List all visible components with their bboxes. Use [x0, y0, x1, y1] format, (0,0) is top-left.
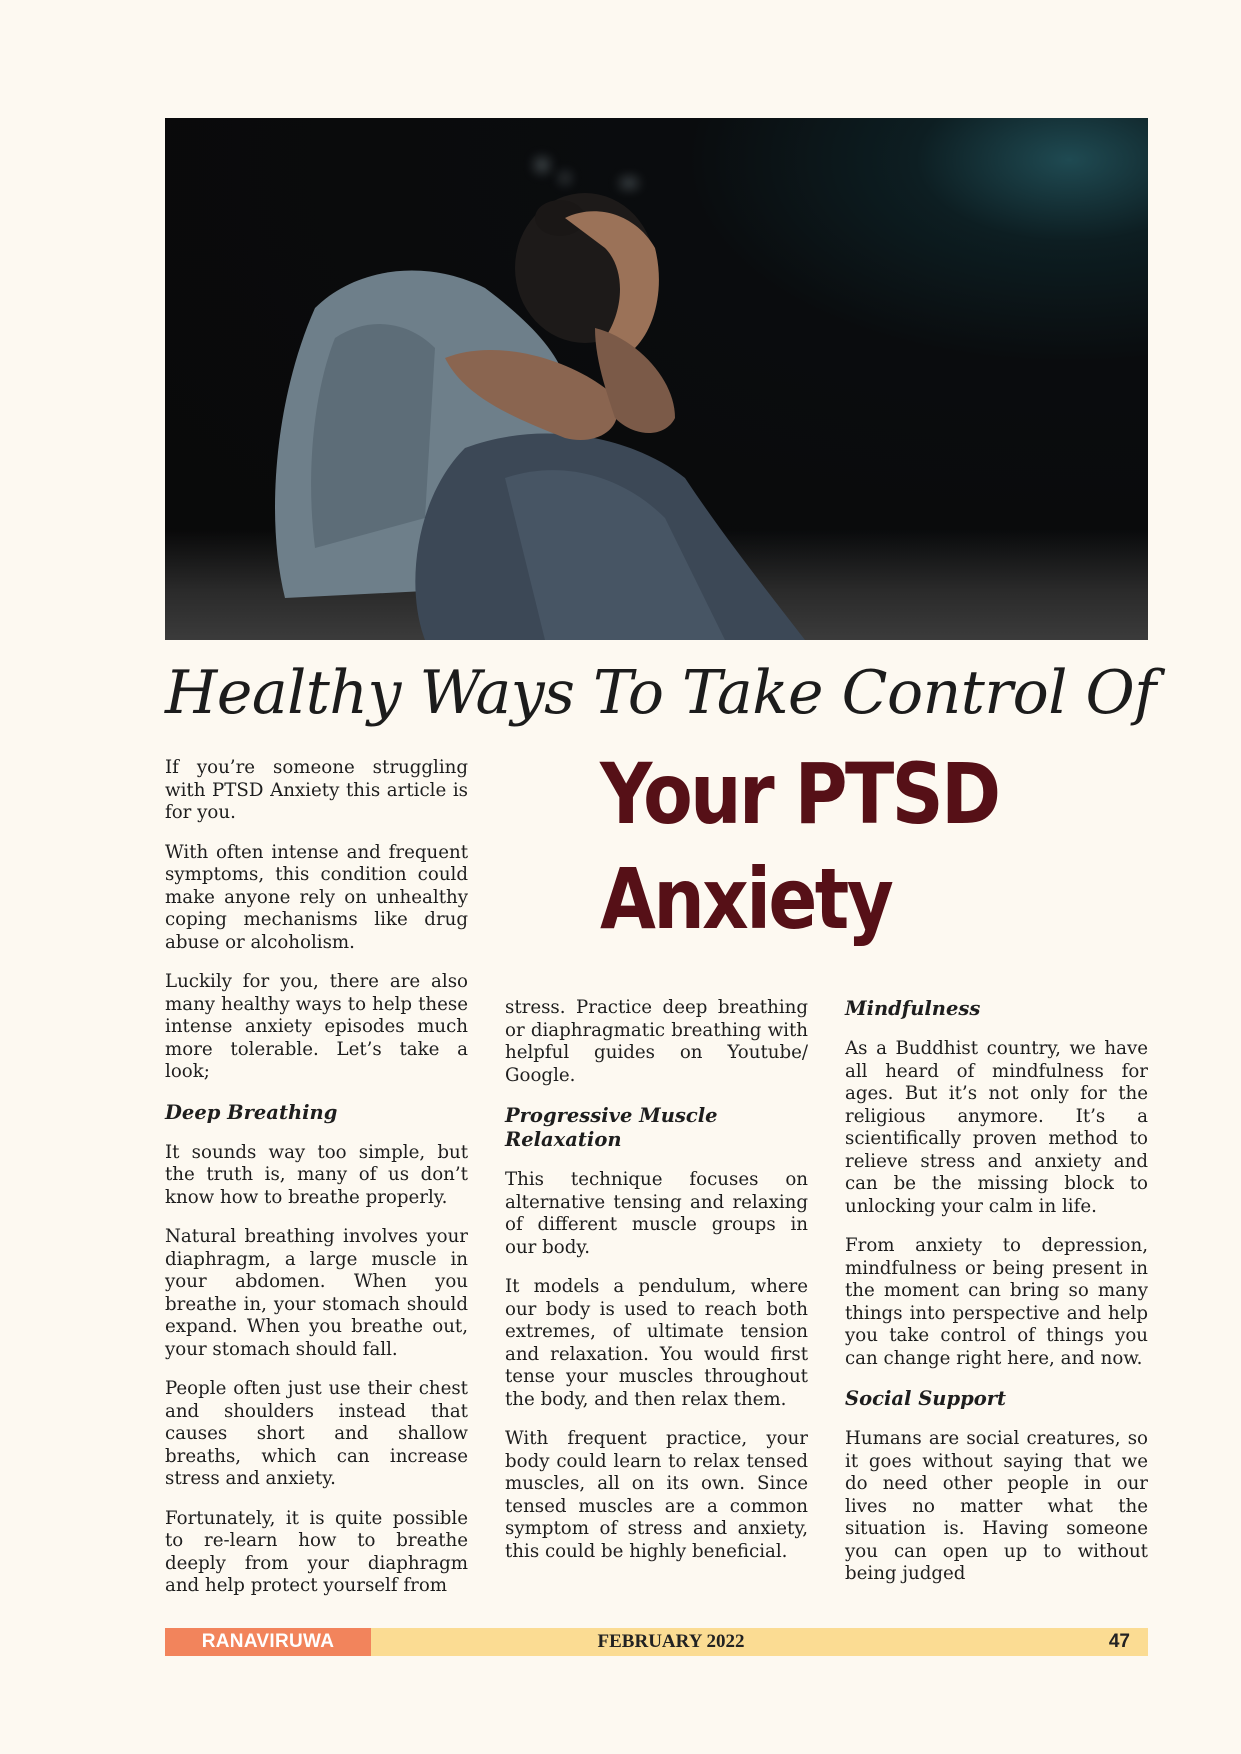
paragraph: As a Buddhist country, we have all heard of mindfulness for ages. But it’s not only for the religious anymore. It’s a scientifically proven method to relieve stress and anxiety and can be the missing block to unlocking your calm in life.: [845, 1038, 1148, 1217]
hero-photo: [165, 118, 1148, 640]
section-heading-deep-breathing: Deep Breathing: [165, 1100, 338, 1124]
headline-line3: Anxiety: [600, 850, 892, 948]
paragraph: Fortunately, it is quite possible to re-learn how to breathe deeply from your diaphragm and help protect yourself from: [165, 1507, 468, 1596]
paragraph: This technique focuses on alternative tensing and relaxing of different muscle groups in our body.: [505, 1169, 808, 1258]
paragraph: With frequent practice, your body could learn to relax tensed muscles, all on its own. Since tensed muscles are a common symptom of stress and anxiety, this could be highly beneficial.: [505, 1428, 808, 1562]
magazine-name: RANAVIRUWA: [165, 1628, 371, 1656]
page-number: 47: [1108, 1631, 1130, 1652]
issue-date: FEBRUARY 2022: [597, 1631, 745, 1652]
paragraph: stress. Practice deep breathing or diaphragmatic breathing with helpful guides on Youtube/ Google.: [505, 997, 808, 1086]
column-3: [845, 997, 1148, 1603]
section-heading-progressive-muscle-relaxation: Progressive Muscle Relaxation: [505, 1104, 718, 1151]
headline-line1: Healthy Ways To Take Control Of: [165, 658, 1156, 728]
paragraph: Luckily for you, there are also many healthy ways to help these intense anxiety episodes much more tolerable. Let’s take a look;: [165, 971, 468, 1082]
paragraph: With often intense and frequent symptoms, this condition could make anyone rely on unhealthy coping mechanisms like drug abuse or alcoholism.: [165, 841, 468, 953]
section-heading-social-support: Social Support: [845, 1387, 1007, 1410]
paragraph: It models a pendulum, where our body is used to reach both extremes, of ultimate tension and relaxation. You would first tense your muscles throughout the body, and then relax them.: [505, 1276, 808, 1410]
paragraph: From anxiety to depression, mindfulness or being present in the moment can bring so many things into perspective and help you take control of things you can change right here, and now.: [845, 1235, 1148, 1369]
section-heading-mindfulness: Mindfulness: [845, 997, 981, 1020]
paragraph: People often just use their chest and shoulders instead that causes short and shallow breaths, which can increase stress and anxiety.: [165, 1378, 468, 1489]
paragraph: Humans are social creatures, so it goes without saying that we do need other people in our lives no matter what the situation is. Having someone you can open up to without being judged: [845, 1428, 1148, 1584]
person-silhouette: [165, 118, 1148, 640]
paragraph: It sounds way too simple, but the truth is, many of us don’t know how to breathe properly.: [165, 1141, 468, 1208]
column-1: [165, 757, 468, 1615]
column-2: [505, 997, 808, 1580]
paragraph: If you’re someone struggling with PTSD Anxiety this article is for you.: [165, 757, 468, 823]
headline-line2: Your PTSD: [600, 745, 999, 843]
paragraph: Natural breathing involves your diaphragm, a large muscle in your abdomen. When you breathe in, your stomach should expand. When you breathe out, your stomach should fall.: [165, 1226, 468, 1360]
footer-bar: [165, 1628, 1148, 1656]
